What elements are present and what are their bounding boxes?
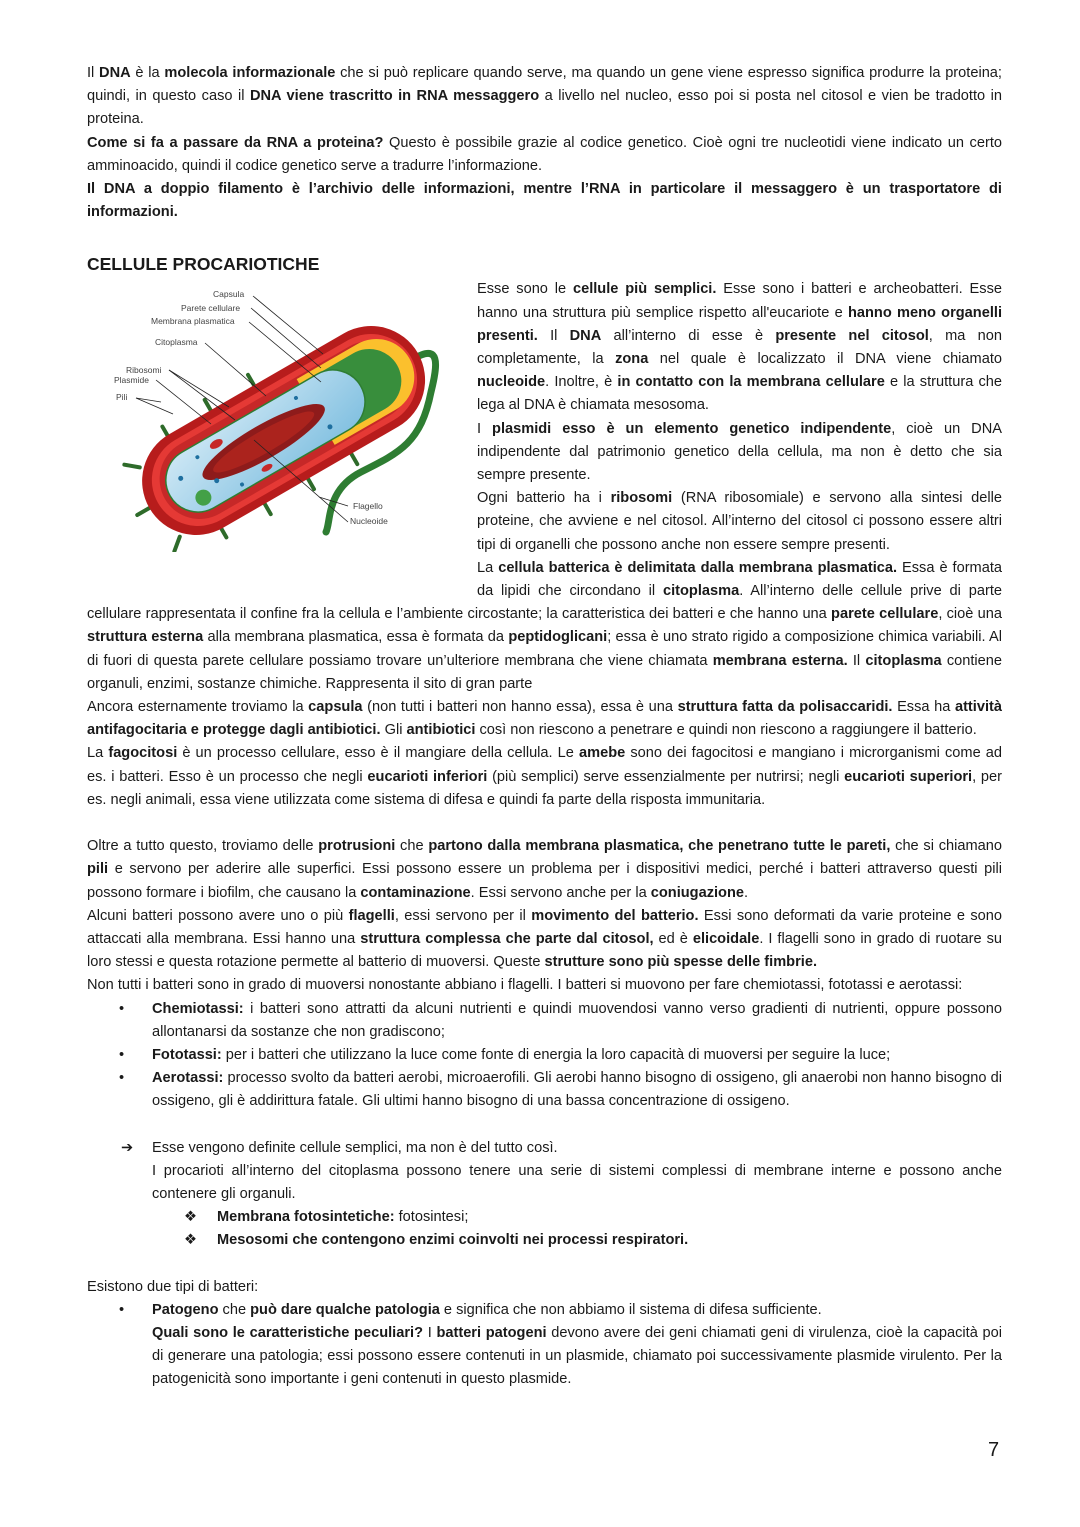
text-run: , essi servono per il <box>394 907 532 924</box>
bold-text: DNA <box>99 65 131 81</box>
paragraph <box>87 62 1002 132</box>
label-capsula: Capsula <box>213 289 245 300</box>
label-plasmide: Plasmide <box>114 375 149 386</box>
bold-text: Come si fa a passare da RNA a proteina? <box>87 134 384 151</box>
bold-text: DNA <box>569 327 602 344</box>
bold-text: Aerotassi: <box>152 1070 224 1087</box>
text-run: La <box>87 745 109 762</box>
bold-text: Patogeno <box>152 1301 219 1318</box>
bold-text: citoplasma <box>662 583 740 600</box>
bold-text: parete cellulare <box>831 606 939 623</box>
bold-text: amebe <box>579 745 626 762</box>
text-run: alla membrana plasmatica, essa è formata da <box>203 629 509 646</box>
text-run: , cioè un DNA indipendente dal patrimonio genetico della cellula, ma non è detto che sia sempre presente. <box>477 420 1002 484</box>
bullet-icon: • <box>119 1000 125 1017</box>
bold-text: struttura complessa che parte dal citosol, <box>360 930 654 947</box>
text-run: che <box>218 1301 251 1318</box>
text-run: all’interno di esse è <box>601 327 776 344</box>
intro-section <box>87 62 1002 224</box>
bold-text: batteri patogeni <box>436 1324 547 1341</box>
bold-text: in contatto con la membrana cellulare <box>617 374 885 391</box>
diamond-item <box>87 1206 1002 1229</box>
bold-text: citoplasma <box>865 652 942 669</box>
bold-text: flagelli <box>348 907 395 924</box>
text-run: ; essa è uno strato rigido a composizione chimica variabili. Al di fuori di questa parete cellulare possiamo trovare un’ulteriore membrana che viene chiamata <box>87 629 1002 669</box>
bold-text: pili <box>87 861 109 878</box>
text-run: Esse vengono definite cellule semplici, ma non è del tutto così. <box>152 1139 558 1156</box>
text-run: , per es. negli animali, essa viene utilizzata come sistema di difesa e quindi fa parte della risposta immunitaria. <box>87 768 1003 808</box>
text-run: Questo è possibile grazie al codice genetico. Cioè ogni tre nucleotidi viene indicato un certo amminoacido, quindi il codice genetico serve a tradurre l’informazione. <box>87 134 1002 174</box>
label-citoplasma: Citoplasma <box>155 337 198 348</box>
text-run: e servono per aderire alle superfici. Essi possono essere un problema per i dispositivi medici, perché i batteri attraverso questi pili possono formare i biofilm, che causano la <box>87 861 1002 901</box>
paragraph <box>87 835 1002 905</box>
text-run: e la struttura che lega al DNA è chiamata mesosoma. <box>477 374 1002 414</box>
label-membrana-plasmatica: Membrana plasmatica <box>151 316 235 327</box>
bold-text: Mesosomi che contengono enzimi coinvolti nei processi respiratori. <box>217 1232 689 1249</box>
bold-text: movimento del batterio. <box>531 907 699 924</box>
text-run: I <box>477 420 493 437</box>
document-page <box>87 62 1002 1392</box>
text-run: (non tutti i batteri non hanno essa), essa è una <box>362 699 678 716</box>
bold-text: Il DNA a doppio filamento è l’archivio delle informazioni, mentre l’RNA in particolare il messaggero è un trasportatore di informazioni. <box>87 181 1002 221</box>
bold-text: eucarioti inferiori <box>367 768 488 785</box>
bold-text: antibiotici <box>406 722 476 739</box>
text-run: che <box>395 838 429 855</box>
text-run: che si chiamano <box>890 838 1002 855</box>
arrow-item <box>87 1137 1002 1207</box>
text-run: . Essi servono anche per la <box>470 884 651 901</box>
text-run: . Inoltre, è <box>545 374 618 391</box>
text-run: , cioè una <box>938 606 1002 623</box>
text-run: Alcuni batteri possono avere uno o più <box>87 907 349 924</box>
bullet-icon: • <box>119 1046 125 1063</box>
bold-text: contaminazione <box>360 884 471 901</box>
diamond-icon: ❖ <box>184 1232 198 1249</box>
bold-text: Membrana fotosintetiche: <box>217 1209 395 1226</box>
text-run: processo svolto da batteri aerobi, microaerofili. Gli aerobi hanno bisogno di ossigeno, gli anaerobi non hanno bisogno di ossigeno, gli è addirittura fatale. Gli ultimi hanno bisogno di una bassa concentrazione di ossigeno. <box>152 1070 1002 1110</box>
text-run: Essi sono deformati da varie proteine e sono attaccati alla membrana. Essi hanno una <box>87 907 1003 947</box>
text-run: sono dei fagocitosi e mangiano i microrganismi come ad es. i batteri. Esso è un processo che negli <box>87 745 1002 785</box>
text-run: . All’interno delle cellule prive di parte cellulare rappresentata il confine fra la cellula e l’ambiente circostante; la caratteristica dei batteri e che hanno una <box>87 583 1002 623</box>
bold-text: DNA viene trascritto in RNA messaggero <box>249 88 540 105</box>
procarioti-section <box>87 278 1002 1391</box>
text-run: per i batteri che utilizzano la luce come fonte di energia la loro capacità di muoversi per seguire la luce; <box>221 1046 891 1063</box>
bold-text: hanno meno organelli presenti. <box>477 304 1002 344</box>
bold-text: eucarioti superiori <box>844 768 973 785</box>
text-run: Esse sono le <box>477 281 573 298</box>
bold-text: Chemiotassi: <box>152 1000 244 1017</box>
text-run: (più semplici) serve essenzialmente per nutrirsi; negli <box>487 768 845 785</box>
text-run: così non riescono a penetrare e quindi non riescono a raggiungere il batterio. <box>475 722 977 739</box>
text-run: Gli <box>380 722 407 739</box>
text-run: i batteri sono attratti da alcuni nutrienti e quindi muovendosi vanno verso gradienti di nutrienti, oppure possono allontanarsi da sostanze che non gradiscono; <box>152 1000 1002 1040</box>
text-run: , ma non completamente, la <box>477 327 1002 368</box>
text-run: Il <box>87 65 100 81</box>
text-run: . I flagelli sono in grado di ruotare su loro stessi e questa rotazione permette al batterio di muoversi. Queste <box>87 930 1002 971</box>
paragraph <box>87 178 1002 224</box>
text-run: I procarioti all’interno del citoplasma possono tenere una serie di sistemi complessi di membrane interne e possono anche contenere gli organuli. <box>152 1162 1002 1202</box>
bold-text: Quali sono le caratteristiche peculiari? <box>152 1324 423 1341</box>
paragraph <box>87 742 1002 812</box>
text-run: è la <box>130 65 165 81</box>
spacer <box>87 812 1002 835</box>
bold-text: coniugazione <box>650 884 744 901</box>
bullet-item <box>87 1067 1002 1113</box>
text-run: Il <box>847 652 866 669</box>
bold-text: ribosomi <box>610 490 673 507</box>
bullet-icon: • <box>119 1070 125 1087</box>
text-run: fotosintesi; <box>394 1209 469 1226</box>
bold-text: membrana esterna. <box>712 652 848 669</box>
text-run: Il <box>537 327 570 344</box>
bold-text: struttura fatta da polisaccaridi. <box>677 699 893 716</box>
label-pili: Pili <box>116 392 128 403</box>
bold-text: cellula batterica è delimitata dalla membrana plasmatica. <box>498 559 898 576</box>
bold-text: può dare qualche patologia <box>250 1301 440 1318</box>
bold-text: nucleoide <box>477 374 546 391</box>
text-run: Esistono due tipi di batteri: <box>87 1278 259 1295</box>
text-run: La <box>477 559 499 576</box>
text-run: I <box>423 1324 437 1341</box>
bold-text: partono dalla membrana plasmatica, che penetrano tutte le pareti, <box>428 838 891 855</box>
bold-text: cellule più semplici. <box>572 281 717 298</box>
bold-text: protrusioni <box>318 838 396 855</box>
bold-text: molecola informazionale <box>164 65 336 81</box>
text-run: è un processo cellulare, esso è il mangiare della cellula. Le <box>177 745 580 762</box>
text-run: devono avere dei geni chiamati geni di virulenza, cioè la capacità poi di generare una patologia; essi possono essere contenuti in un plasmide, chiamato poi successivamente plasmide virulento. Per la patogenicità sono importante i geni contenuti in questo plasmide. <box>152 1324 1002 1388</box>
text-run: Esse sono i batteri e archeobatteri. Esse hanno una struttura più semplice rispetto all'eucariote e <box>477 281 1002 321</box>
bold-text: Fototassi: <box>152 1046 222 1063</box>
diamond-item <box>87 1229 1002 1252</box>
section-heading: CELLULE PROCARIOTICHE <box>87 254 320 275</box>
paragraph <box>87 1276 1002 1299</box>
bold-text: attività antifagocitaria e protegge dagli antibiotici. <box>87 699 1002 739</box>
bold-text: presente nel citosol <box>775 327 929 344</box>
text-run: Ogni batterio ha i <box>477 490 611 507</box>
bullet-item <box>87 1299 1002 1392</box>
paragraph <box>87 905 1002 975</box>
paragraph <box>87 696 1002 742</box>
bold-text: zona <box>615 351 649 368</box>
text-run: Essa ha <box>892 699 955 716</box>
bullet-item <box>87 998 1002 1044</box>
text-run: che si può replicare quando serve, ma quando un gene viene espresso significa produrre la proteina; quindi, in questo caso il <box>87 65 1002 105</box>
text-run: a livello nel nucleo, esso poi si posta nel citosol e vien be tradotto in proteina. <box>87 88 1002 128</box>
text-run: Ancora esternamente troviamo la <box>87 699 309 716</box>
paragraph <box>87 132 1002 178</box>
bold-text: elicoidale <box>692 930 760 947</box>
text-run: (RNA ribosomiale) e servono alla sintesi delle proteine, che avviene e nel citosol. All’interno del citosol ci possono essere altri tipi di organelli che possono anche non essere sempre presenti. <box>477 490 1002 553</box>
text-run: contiene organuli, enzimi, sostanze chimiche. Rappresenta il sito di gran parte <box>87 652 1002 692</box>
paragraph <box>87 974 1002 997</box>
label-ribosomi: Ribosomi <box>126 365 162 376</box>
text-run: e significa che non abbiamo il sistema di difesa sufficiente. <box>439 1301 822 1318</box>
text-run: Oltre a tutto questo, troviamo delle <box>87 838 319 855</box>
arrow-icon: ➔ <box>121 1139 134 1156</box>
bold-text: struttura esterna <box>87 629 204 646</box>
text-run: nel quale è localizzato il DNA viene chiamato <box>648 351 1002 368</box>
spacer <box>87 1253 1002 1276</box>
text-run: . <box>744 884 749 901</box>
spacer <box>87 1114 1002 1137</box>
bold-text: capsula <box>308 699 363 716</box>
text-run: Non tutti i batteri sono in grado di muoversi nonostante abbiano i flagelli. I batteri si muovono per fare chemiotassi, fototassi e aerotassi: <box>87 977 963 994</box>
label-parete-cellulare: Parete cellulare <box>181 303 241 314</box>
bullet-item <box>87 1044 1002 1067</box>
text-run: Essa è formata da lipidi che circondano il <box>477 559 1002 600</box>
prokaryotic-cell-diagram <box>87 278 459 596</box>
label-nucleoide: Nucleoide <box>350 516 388 527</box>
bold-text: fagocitosi <box>108 745 178 762</box>
bullet-icon: • <box>119 1301 125 1318</box>
bold-text: strutture sono più spesse delle fimbrie. <box>544 954 817 971</box>
bold-text: plasmidi esso è un elemento genetico indipendente <box>492 420 892 437</box>
label-flagello: Flagello <box>353 501 383 512</box>
bold-text: peptidoglicani <box>508 629 608 646</box>
page-number: 7 <box>988 1439 1000 1461</box>
text-run: ed è <box>653 930 693 947</box>
diamond-icon: ❖ <box>184 1209 198 1226</box>
